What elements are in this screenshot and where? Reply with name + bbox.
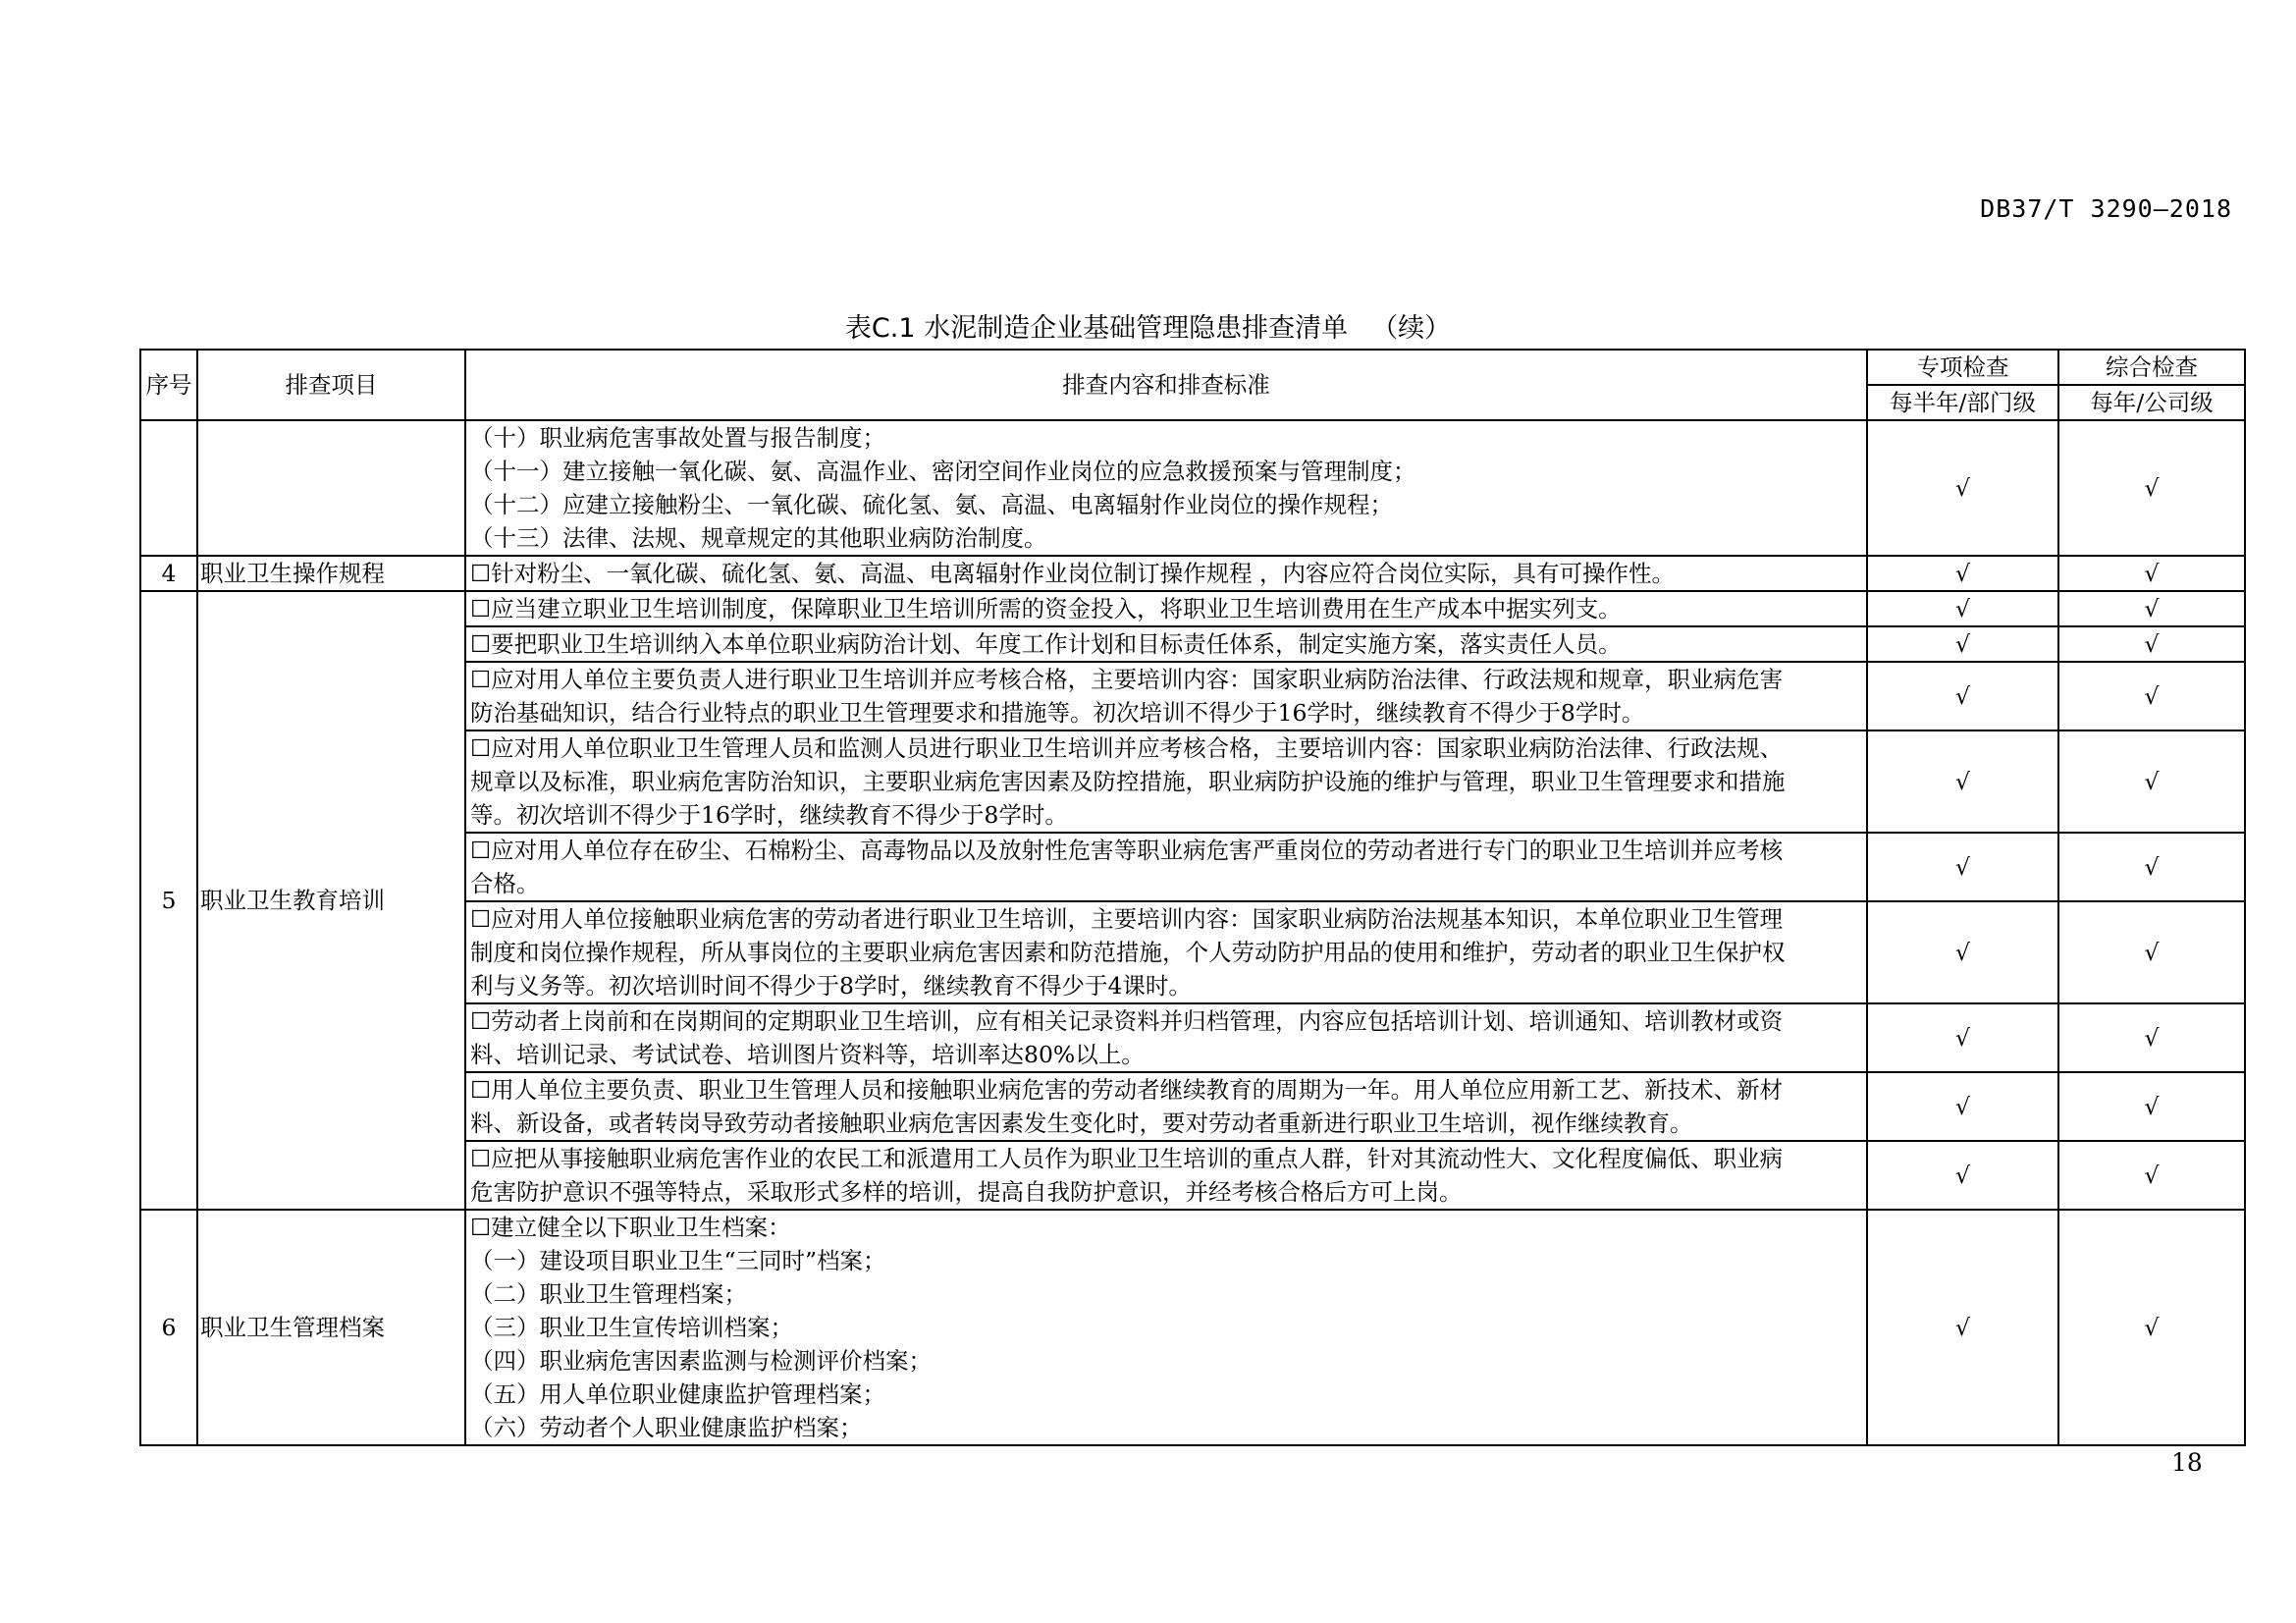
- special-check-mark: √: [1867, 901, 2058, 1003]
- row-number: [140, 420, 197, 556]
- content-line: 合格。: [470, 870, 540, 897]
- special-check-mark: √: [1867, 730, 2058, 833]
- comprehensive-check-mark: √: [2058, 833, 2245, 901]
- table-title-main: 表C.1 水泥制造企业基础管理隐患排查清单: [844, 313, 1349, 344]
- table-row: [140, 556, 2245, 591]
- inspection-content: [465, 1072, 1867, 1141]
- comprehensive-check-mark: √: [2058, 420, 2245, 556]
- inspection-item: [197, 420, 465, 556]
- content-line: （十）职业病危害事故处置与报告制度；: [470, 424, 885, 452]
- row-number: 5: [140, 591, 197, 1210]
- content-line: 防治基础知识，结合行业特点的职业卫生管理要求和措施等。初次培训不得少于16学时，继续教育不得少于8学时。: [470, 699, 1645, 727]
- inspection-content: [465, 626, 1867, 662]
- content-line: 危害防护意识不强等特点，采取形式多样的培训，提高自我防护意识，并经考核合格后方可上岗。: [470, 1178, 1463, 1206]
- comprehensive-check-mark: √: [2058, 556, 2245, 591]
- content-line: ☐针对粉尘、一氧化碳、硫化氢、氨、高温、电离辐射作业岗位制订操作规程 ，内容应符合岗位实际，具有可操作性。: [470, 560, 1676, 587]
- header-comprehensive-frequency: 每年/公司级: [2058, 385, 2245, 420]
- page-number: 18: [2171, 1448, 2203, 1477]
- content-line: ☐应对用人单位职业卫生管理人员和监测人员进行职业卫生培训并应考核合格，主要培训内容：国家职业病防治法律、行政法规、: [470, 734, 1784, 762]
- inspection-content: [465, 662, 1867, 730]
- content-line: （六）劳动者个人职业健康监护档案；: [470, 1414, 863, 1441]
- inspection-item: 职业卫生教育培训: [197, 591, 465, 1210]
- content-line: ☐应对用人单位存在矽尘、石棉粉尘、高毒物品以及放射性危害等职业病危害严重岗位的劳动者进行专门的职业卫生培训并应考核: [470, 837, 1784, 864]
- comprehensive-check-mark: √: [2058, 1210, 2245, 1445]
- header-special-check: 专项检查: [1867, 350, 2058, 385]
- special-check-mark: √: [1867, 1072, 2058, 1141]
- comprehensive-check-mark: √: [2058, 1141, 2245, 1210]
- header-no: 序号: [140, 350, 197, 420]
- table-title-continued: （续）: [1371, 313, 1452, 344]
- inspection-content: [465, 1003, 1867, 1072]
- table-row: [140, 420, 2245, 556]
- inspection-content: [465, 901, 1867, 1003]
- special-check-mark: √: [1867, 556, 2058, 591]
- special-check-mark: √: [1867, 626, 2058, 662]
- content-line: （四）职业病危害因素监测与检测评价档案；: [470, 1347, 932, 1375]
- special-check-mark: √: [1867, 662, 2058, 730]
- content-line: （十二）应建立接触粉尘、一氧化碳、硫化氢、氨、高温、电离辐射作业岗位的操作规程；: [470, 491, 1393, 518]
- inspection-content: [465, 1210, 1867, 1445]
- table-row: [140, 591, 2245, 626]
- content-line: ☐应把从事接触职业病危害作业的农民工和派遣用工人员作为职业卫生培训的重点人群，针对其流动性大、文化程度偏低、职业病: [470, 1145, 1784, 1172]
- special-check-mark: √: [1867, 833, 2058, 901]
- comprehensive-check-mark: √: [2058, 1072, 2245, 1141]
- inspection-item: 职业卫生操作规程: [197, 556, 465, 591]
- inspection-content: [465, 420, 1867, 556]
- inspection-content: [465, 1141, 1867, 1210]
- comprehensive-check-mark: √: [2058, 626, 2245, 662]
- row-number: 6: [140, 1210, 197, 1445]
- special-check-mark: √: [1867, 1210, 2058, 1445]
- special-check-mark: √: [1867, 1003, 2058, 1072]
- content-line: （十三）法律、法规、规章规定的其他职业病防治制度。: [470, 524, 1047, 552]
- content-line: （五）用人单位职业健康监护管理档案；: [470, 1380, 885, 1408]
- inspection-content: [465, 833, 1867, 901]
- header-item: 排查项目: [197, 350, 465, 420]
- content-line: （二）职业卫生管理档案；: [470, 1280, 747, 1308]
- content-line: ☐应对用人单位主要负责人进行职业卫生培训并应考核合格，主要培训内容：国家职业病防治法律、行政法规和规章，职业病危害: [470, 666, 1784, 693]
- inspection-content: [465, 556, 1867, 591]
- inspection-content: [465, 591, 1867, 626]
- inspection-item: 职业卫生管理档案: [197, 1210, 465, 1445]
- standard-code: DB37/T 3290—2018: [1980, 194, 2232, 223]
- content-line: 规章以及标准，职业病危害防治知识，主要职业病危害因素及防控措施，职业病防护设施的维护与管理，职业卫生管理要求和措施: [470, 768, 1786, 795]
- content-line: 利与义务等。初次培训时间不得少于8学时，继续教育不得少于4课时。: [470, 972, 1192, 1000]
- header-comprehensive-check: 综合检查: [2058, 350, 2245, 385]
- inspection-content: [465, 730, 1867, 833]
- header-row: [140, 350, 2245, 385]
- content-line: （十一）建立接触一氧化碳、氨、高温作业、密闭空间作业岗位的应急救援预案与管理制度；: [470, 458, 1416, 485]
- special-check-mark: √: [1867, 591, 2058, 626]
- comprehensive-check-mark: √: [2058, 901, 2245, 1003]
- content-line: ☐建立健全以下职业卫生档案：: [470, 1214, 791, 1241]
- header-special-frequency: 每半年/部门级: [1867, 385, 2058, 420]
- comprehensive-check-mark: √: [2058, 591, 2245, 626]
- hazard-checklist-table: [139, 349, 2246, 1446]
- special-check-mark: √: [1867, 420, 2058, 556]
- comprehensive-check-mark: √: [2058, 662, 2245, 730]
- content-line: ☐用人单位主要负责、职业卫生管理人员和接触职业病危害的劳动者继续教育的周期为一年。用人单位应用新工艺、新技术、新材: [470, 1076, 1784, 1104]
- content-line: 料、培训记录、考试试卷、培训图片资料等，培训率达80%以上。: [470, 1041, 1145, 1068]
- table-row: [140, 1210, 2245, 1445]
- comprehensive-check-mark: √: [2058, 730, 2245, 833]
- content-line: 制度和岗位操作规程，所从事岗位的主要职业病危害因素和防范措施，个人劳动防护用品的使用和维护，劳动者的职业卫生保护权: [470, 939, 1786, 966]
- content-line: ☐应当建立职业卫生培训制度，保障职业卫生培训所需的资金投入，将职业卫生培训费用在生产成本中据实列支。: [470, 595, 1622, 622]
- content-line: （一）建设项目职业卫生“三同时”档案；: [470, 1247, 886, 1274]
- row-number: 4: [140, 556, 197, 591]
- content-line: ☐要把职业卫生培训纳入本单位职业病防治计划、年度工作计划和目标责任体系，制定实施方案，落实责任人员。: [470, 630, 1622, 658]
- content-line: 等。初次培训不得少于16学时，继续教育不得少于8学时。: [470, 801, 1068, 829]
- special-check-mark: √: [1867, 1141, 2058, 1210]
- header-content: 排查内容和排查标准: [465, 350, 1867, 420]
- content-line: （三）职业卫生宣传培训档案；: [470, 1314, 793, 1341]
- content-line: 料、新设备，或者转岗导致劳动者接触职业病危害因素发生变化时，要对劳动者重新进行职业卫生培训，视作继续教育。: [470, 1109, 1693, 1137]
- table-title: [0, 306, 2296, 345]
- content-line: ☐应对用人单位接触职业病危害的劳动者进行职业卫生培训，主要培训内容：国家职业病防治法规基本知识，本单位职业卫生管理: [470, 905, 1784, 933]
- content-line: ☐劳动者上岗前和在岗期间的定期职业卫生培训，应有相关记录资料并归档管理，内容应包括培训计划、培训通知、培训教材或资: [470, 1007, 1784, 1035]
- comprehensive-check-mark: √: [2058, 1003, 2245, 1072]
